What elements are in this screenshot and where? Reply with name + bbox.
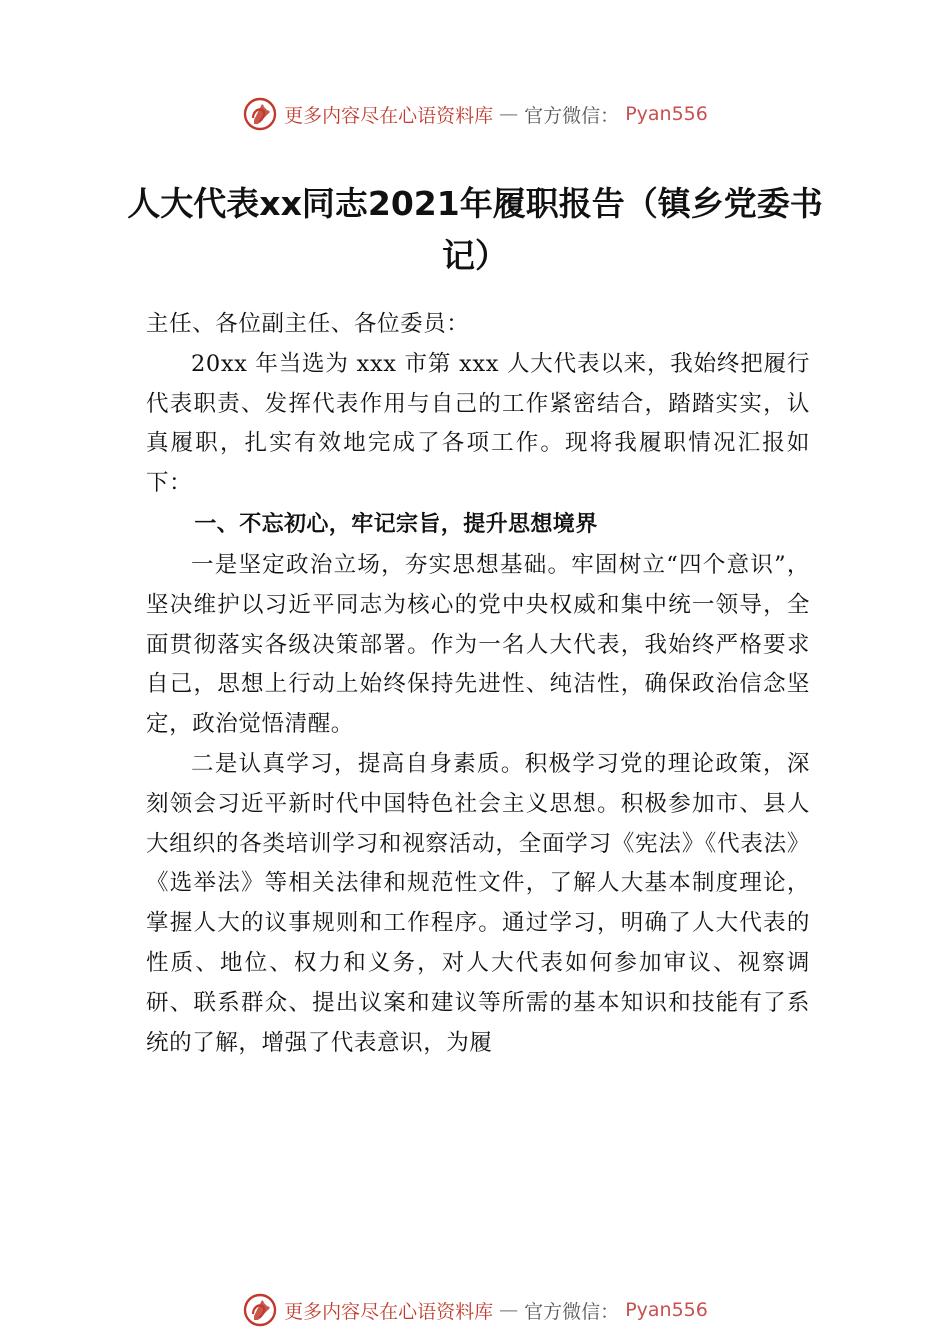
document-body [146,305,810,1063]
pen-heart-logo-icon [242,96,278,132]
banner-brand: 更多内容尽在心语资料库 [284,104,494,127]
section-heading-1: 一、不忘初心，牢记宗旨，提升思想境界 [194,511,598,537]
footer-brand: 更多内容尽在心语资料库 [284,1300,494,1323]
banner-wechat-label: 官方微信： [524,104,620,127]
footer-banner [0,1290,950,1330]
footer-wechat-id: Pyan556 [625,1299,708,1321]
banner-separator: — [499,103,519,125]
salutation: 主任、各位副主任、各位委员： [146,311,470,337]
document-title: 人大代表xx同志2021年履职报告（镇乡党委书记） [127,184,823,275]
header-banner [0,94,950,134]
paragraph-2: 二是认真学习，提高自身素质。积极学习党的理论政策，深刻领会习近平新时代中国特色社会主义思想。积极参加市、县人大组织的各类培训学习和视察活动，全面学习《宪法》《代表法》《选举法》等相关法律和规范性文件，了解人大基本制度理论，掌握人大的议事规则和工作程序。通过学习，明确了人大代表的性质、地位、权力和义务，对人大代表如何参加审议、视察调研、联系群众、提出议案和建议等所需的基本知识和技能有了系统的了解，增强了代表意识，为履 [146,750,810,1056]
footer-separator: — [499,1299,519,1321]
banner-wechat-id: Pyan556 [625,103,708,125]
paragraph-1: 一是坚定政治立场，夯实思想基础。牢固树立“四个意识”，坚决维护以习近平同志为核心的党中央权威和集中统一领导，全面贯彻落实各级决策部署。作为一名人大代表，我始终严格要求自己，思想上行动上始终保持先进性、纯洁性，确保政治信念坚定，政治觉悟清醒。 [146,551,810,738]
pen-heart-logo-icon [242,1292,278,1328]
footer-wechat-label: 官方微信： [524,1300,620,1323]
intro-paragraph: 20xx 年当选为 xxx 市第 xxx 人大代表以来，我始终把履行代表职责、发挥代表作用与自己的工作紧密结合，踏踏实实，认真履职，扎实有效地完成了各项工作。现将我履职情况汇报如下： [146,350,810,497]
